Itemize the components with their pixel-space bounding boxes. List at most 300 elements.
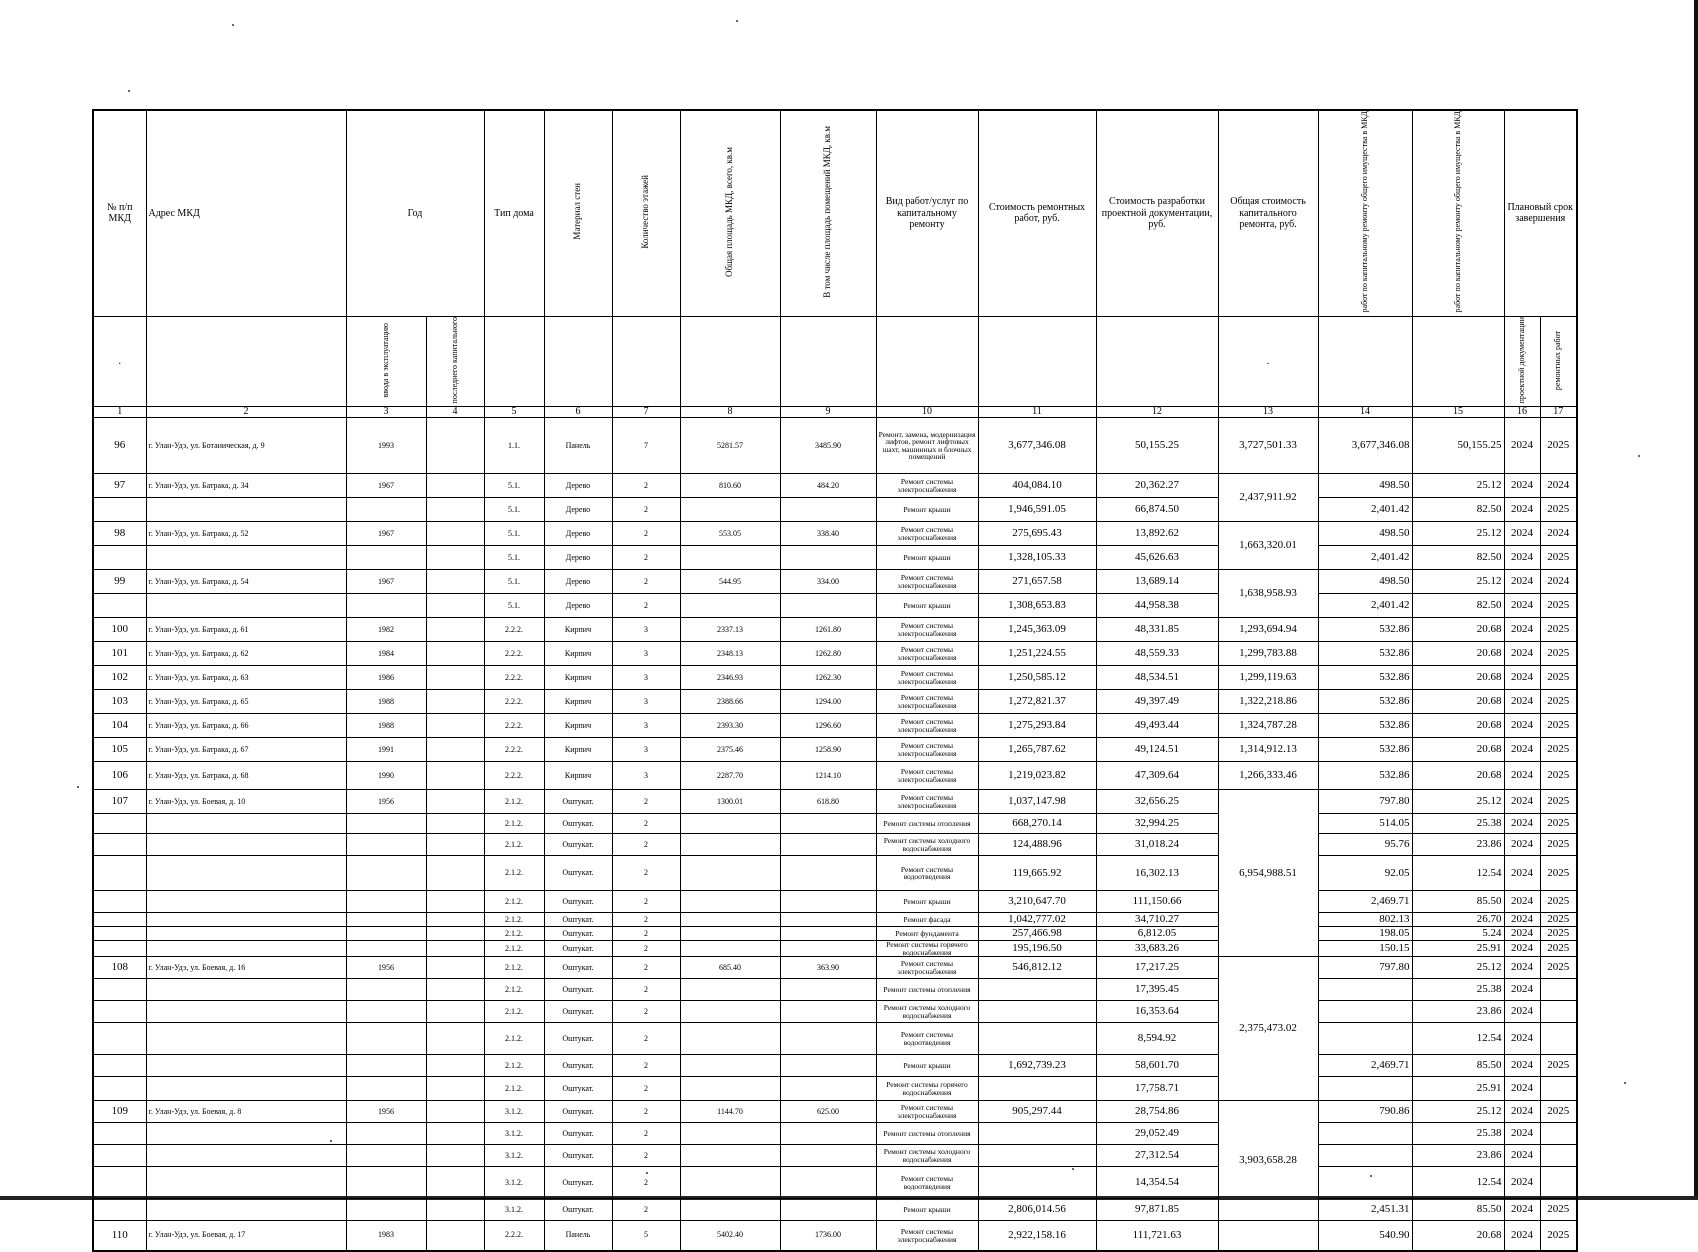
design-cost-per-sqm-cell: 25.12: [1412, 790, 1504, 814]
scan-speck: [128, 90, 130, 92]
floors-cell: 3: [612, 714, 680, 738]
work-type-cell: Ремонт системы горячего водоснабжения: [876, 941, 978, 957]
work-type-cell: Ремонт системы электроснабжения: [876, 690, 978, 714]
plan-works-year-cell: 2025: [1540, 834, 1577, 856]
premises-area-cell: 1262.80: [780, 642, 876, 666]
works-cost-per-sqm-cell: [1318, 1145, 1412, 1167]
row-number-cell: [93, 856, 146, 891]
header-empty-15: [1412, 316, 1504, 406]
col-header-14-text: работ по капитальному ремонту общего имущества в МКД: [1359, 111, 1369, 313]
total-area-cell: [680, 546, 780, 570]
total-cost-cell: 3,727,501.33: [1218, 418, 1318, 474]
wall-material-cell: Оштукат.: [544, 957, 612, 979]
row-number-cell: 96: [93, 418, 146, 474]
design-cost-per-sqm-cell: 12.54: [1412, 1167, 1504, 1199]
plan-works-year-cell: 2025: [1540, 618, 1577, 642]
works-cost-cell: 119,665.92: [978, 856, 1096, 891]
wall-material-cell: Дерево: [544, 474, 612, 498]
house-type-cell: 2.1.2.: [484, 834, 544, 856]
plan-design-year-cell: 2024: [1504, 979, 1540, 1001]
total-cost-cell: 2,437,911.92: [1218, 474, 1318, 522]
address-cell: [146, 814, 346, 834]
works-cost-cell: 1,251,224.55: [978, 642, 1096, 666]
works-cost-cell: 3,210,647.70: [978, 891, 1096, 913]
wall-material-cell: Дерево: [544, 570, 612, 594]
total-area-cell: 2348.13: [680, 642, 780, 666]
plan-works-year-cell: 2025: [1540, 642, 1577, 666]
year-built-cell: 1984: [346, 642, 426, 666]
plan-works-year-cell: 2025: [1540, 891, 1577, 913]
year-last-repair-cell: [426, 570, 484, 594]
premises-area-cell: 1258.90: [780, 738, 876, 762]
address-cell: [146, 594, 346, 618]
total-area-cell: [680, 941, 780, 957]
design-cost-per-sqm-cell: 85.50: [1412, 891, 1504, 913]
address-cell: [146, 1167, 346, 1199]
row-number-cell: 107: [93, 790, 146, 814]
works-cost-cell: [978, 1123, 1096, 1145]
work-type-cell: Ремонт фундамента: [876, 927, 978, 941]
work-type-cell: Ремонт системы электроснабжения: [876, 570, 978, 594]
design-cost-per-sqm-cell: 82.50: [1412, 546, 1504, 570]
row-number-cell: 102: [93, 666, 146, 690]
house-type-cell: 2.2.2.: [484, 618, 544, 642]
premises-area-cell: [780, 891, 876, 913]
year-built-cell: 1956: [346, 790, 426, 814]
year-built-cell: 1967: [346, 570, 426, 594]
year-last-repair-cell: [426, 418, 484, 474]
header-row-1: [93, 110, 1577, 316]
design-cost-per-sqm-cell: 23.86: [1412, 1145, 1504, 1167]
plan-design-year-cell: 2024: [1504, 834, 1540, 856]
house-type-cell: 3.1.2.: [484, 1199, 544, 1221]
plan-design-year-cell: 2024: [1504, 814, 1540, 834]
header-empty-9: [780, 316, 876, 406]
plan-design-year-cell: 2024: [1504, 1101, 1540, 1123]
work-type-cell: Ремонт системы электроснабжения: [876, 1101, 978, 1123]
col-header-16-text: проектной документации: [1516, 317, 1526, 404]
year-built-cell: 1988: [346, 714, 426, 738]
row-number-cell: [93, 1055, 146, 1077]
col-header-17-text: ремонтных работ: [1553, 330, 1563, 390]
premises-area-cell: 338.40: [780, 522, 876, 546]
col-header-10: Вид работ/услуг по капитальному ремонту: [876, 110, 978, 316]
design-cost-per-sqm-cell: 20.68: [1412, 690, 1504, 714]
plan-design-year-cell: 2024: [1504, 570, 1540, 594]
design-cost-per-sqm-cell: 25.91: [1412, 1077, 1504, 1101]
design-cost-per-sqm-cell: 25.12: [1412, 522, 1504, 546]
house-type-cell: 5.1.: [484, 498, 544, 522]
year-built-cell: 1991: [346, 738, 426, 762]
total-area-cell: 2393.30: [680, 714, 780, 738]
wall-material-cell: Оштукат.: [544, 1145, 612, 1167]
header-empty-10: [876, 316, 978, 406]
work-type-cell: Ремонт крыши: [876, 546, 978, 570]
column-number: 5: [484, 406, 544, 418]
house-type-cell: 2.1.2.: [484, 891, 544, 913]
premises-area-cell: [780, 834, 876, 856]
table-row: [93, 418, 1577, 474]
work-type-cell: Ремонт системы отопления: [876, 979, 978, 1001]
floors-cell: 2: [612, 913, 680, 927]
floors-cell: 2: [612, 1001, 680, 1023]
total-cost-cell: 2,375,473.02: [1218, 957, 1318, 1101]
works-cost-per-sqm-cell: [1318, 1001, 1412, 1023]
plan-works-year-cell: 2025: [1540, 762, 1577, 790]
work-type-cell: Ремонт системы электроснабжения: [876, 474, 978, 498]
row-number-cell: 101: [93, 642, 146, 666]
premises-area-cell: [780, 594, 876, 618]
header-row-2: [93, 316, 1577, 406]
row-number-cell: 105: [93, 738, 146, 762]
premises-area-cell: 1214.10: [780, 762, 876, 790]
plan-works-year-cell: [1540, 979, 1577, 1001]
total-area-cell: [680, 913, 780, 927]
wall-material-cell: Оштукат.: [544, 941, 612, 957]
row-number-cell: [93, 941, 146, 957]
row-number-cell: [93, 498, 146, 522]
design-cost-per-sqm-cell: 23.86: [1412, 1001, 1504, 1023]
premises-area-cell: [780, 979, 876, 1001]
year-built-cell: [346, 1145, 426, 1167]
plan-design-year-cell: 2024: [1504, 1055, 1540, 1077]
header-dot-13: .: [1218, 316, 1318, 406]
plan-works-year-cell: 2025: [1540, 1101, 1577, 1123]
design-cost-cell: 16,302.13: [1096, 856, 1218, 891]
house-type-cell: 2.1.2.: [484, 1077, 544, 1101]
works-cost-per-sqm-cell: 2,469.71: [1318, 891, 1412, 913]
works-cost-per-sqm-cell: [1318, 1077, 1412, 1101]
plan-works-year-cell: 2024: [1540, 522, 1577, 546]
premises-area-cell: 1261.80: [780, 618, 876, 642]
scan-speck: [1624, 1082, 1626, 1084]
works-cost-per-sqm-cell: 2,469.71: [1318, 1055, 1412, 1077]
total-cost-cell: 1,663,320.01: [1218, 522, 1318, 570]
works-cost-cell: 546,812.12: [978, 957, 1096, 979]
design-cost-per-sqm-cell: 26.70: [1412, 913, 1504, 927]
work-type-cell: Ремонт системы электроснабжения: [876, 522, 978, 546]
plan-design-year-cell: 2024: [1504, 941, 1540, 957]
plan-design-year-cell: 2024: [1504, 690, 1540, 714]
total-cost-cell: 1,299,119.63: [1218, 666, 1318, 690]
year-last-repair-cell: [426, 642, 484, 666]
design-cost-cell: 49,124.51: [1096, 738, 1218, 762]
row-number-cell: [93, 1077, 146, 1101]
header-dot-1: .: [93, 316, 146, 406]
total-area-cell: [680, 498, 780, 522]
works-cost-cell: 1,250,585.12: [978, 666, 1096, 690]
premises-area-cell: 334.00: [780, 570, 876, 594]
works-cost-cell: 404,084.10: [978, 474, 1096, 498]
design-cost-cell: 27,312.54: [1096, 1145, 1218, 1167]
year-last-repair-cell: [426, 1101, 484, 1123]
total-area-cell: [680, 1123, 780, 1145]
premises-area-cell: [780, 1167, 876, 1199]
year-last-repair-cell: [426, 1145, 484, 1167]
plan-works-year-cell: [1540, 1023, 1577, 1055]
year-built-cell: [346, 1001, 426, 1023]
col-header-17: [1540, 316, 1577, 406]
design-cost-cell: 66,874.50: [1096, 498, 1218, 522]
year-built-cell: [346, 941, 426, 957]
column-number: 6: [544, 406, 612, 418]
floors-cell: 3: [612, 690, 680, 714]
works-cost-per-sqm-cell: 3,677,346.08: [1318, 418, 1412, 474]
total-cost-cell: 1,299,783.88: [1218, 642, 1318, 666]
year-last-repair-cell: [426, 474, 484, 498]
design-cost-cell: 49,493.44: [1096, 714, 1218, 738]
house-type-cell: 2.1.2.: [484, 957, 544, 979]
address-cell: г. Улан-Удэ, ул. Батрака, д. 68: [146, 762, 346, 790]
floors-cell: 3: [612, 762, 680, 790]
premises-area-cell: 1296.60: [780, 714, 876, 738]
table-row: [93, 1023, 1577, 1055]
plan-design-year-cell: 2024: [1504, 1145, 1540, 1167]
plan-works-year-cell: 2024: [1540, 474, 1577, 498]
col-header-1: № п/п МКД: [93, 110, 146, 316]
work-type-cell: Ремонт системы электроснабжения: [876, 714, 978, 738]
plan-works-year-cell: 2025: [1540, 1199, 1577, 1221]
plan-works-year-cell: 2025: [1540, 913, 1577, 927]
col-header-6-text: Материал стен: [572, 183, 583, 241]
floors-cell: 2: [612, 979, 680, 1001]
table-row: [93, 957, 1577, 979]
works-cost-cell: 668,270.14: [978, 814, 1096, 834]
total-area-cell: 2287.70: [680, 762, 780, 790]
works-cost-cell: [978, 1077, 1096, 1101]
house-type-cell: 2.2.2.: [484, 690, 544, 714]
address-cell: г. Улан-Удэ, ул. Батрака, д. 66: [146, 714, 346, 738]
premises-area-cell: 1736.00: [780, 1221, 876, 1251]
design-cost-cell: 50,155.25: [1096, 418, 1218, 474]
row-number-cell: [93, 1199, 146, 1221]
premises-area-cell: [780, 814, 876, 834]
works-cost-per-sqm-cell: 532.86: [1318, 762, 1412, 790]
year-last-repair-cell: [426, 790, 484, 814]
plan-design-year-cell: 2024: [1504, 546, 1540, 570]
plan-works-year-cell: 2025: [1540, 498, 1577, 522]
house-type-cell: 5.1.: [484, 570, 544, 594]
address-cell: [146, 1199, 346, 1221]
plan-works-year-cell: 2025: [1540, 941, 1577, 957]
design-cost-cell: 34,710.27: [1096, 913, 1218, 927]
year-built-cell: 1967: [346, 522, 426, 546]
house-type-cell: 3.1.2.: [484, 1101, 544, 1123]
address-cell: г. Улан-Удэ, ул. Боевая, д. 8: [146, 1101, 346, 1123]
scan-speck: [646, 1172, 648, 1174]
premises-area-cell: 625.00: [780, 1101, 876, 1123]
work-type-cell: Ремонт системы электроснабжения: [876, 618, 978, 642]
column-number: 15: [1412, 406, 1504, 418]
total-area-cell: [680, 1167, 780, 1199]
address-cell: г. Улан-Удэ, ул. Батрака, д. 61: [146, 618, 346, 642]
row-number-cell: [93, 891, 146, 913]
house-type-cell: 2.1.2.: [484, 927, 544, 941]
table-row: [93, 941, 1577, 957]
plan-design-year-cell: 2024: [1504, 913, 1540, 927]
wall-material-cell: Оштукат.: [544, 979, 612, 1001]
design-cost-cell: 111,150.66: [1096, 891, 1218, 913]
works-cost-cell: 1,265,787.62: [978, 738, 1096, 762]
row-number-cell: [93, 1145, 146, 1167]
col-header-plan: Плановый срок завершения: [1504, 110, 1577, 316]
total-cost-cell: 1,324,787.28: [1218, 714, 1318, 738]
floors-cell: 2: [612, 957, 680, 979]
design-cost-cell: 20,362.27: [1096, 474, 1218, 498]
design-cost-per-sqm-cell: 20.68: [1412, 738, 1504, 762]
work-type-cell: Ремонт системы отопления: [876, 814, 978, 834]
header-empty-8: [680, 316, 780, 406]
works-cost-cell: 2,922,158.16: [978, 1221, 1096, 1251]
design-cost-per-sqm-cell: 20.68: [1412, 666, 1504, 690]
house-type-cell: 2.2.2.: [484, 714, 544, 738]
wall-material-cell: Оштукат.: [544, 1001, 612, 1023]
address-cell: г. Улан-Удэ, ул. Боевая, д. 16: [146, 957, 346, 979]
design-cost-cell: 32,994.25: [1096, 814, 1218, 834]
plan-works-year-cell: 2025: [1540, 738, 1577, 762]
wall-material-cell: Кирпич: [544, 618, 612, 642]
plan-design-year-cell: 2024: [1504, 1123, 1540, 1145]
scan-speck: [330, 1140, 332, 1142]
floors-cell: 2: [612, 522, 680, 546]
wall-material-cell: Дерево: [544, 522, 612, 546]
premises-area-cell: 3485.90: [780, 418, 876, 474]
year-last-repair-cell: [426, 1001, 484, 1023]
work-type-cell: Ремонт системы холодного водоснабжения: [876, 1145, 978, 1167]
year-built-cell: [346, 1055, 426, 1077]
table-row: [93, 714, 1577, 738]
year-built-cell: 1967: [346, 474, 426, 498]
design-cost-cell: 14,354.54: [1096, 1167, 1218, 1199]
design-cost-cell: 48,559.33: [1096, 642, 1218, 666]
year-last-repair-cell: [426, 891, 484, 913]
row-number-cell: [93, 1001, 146, 1023]
house-type-cell: 2.2.2.: [484, 1221, 544, 1251]
house-type-cell: 3.1.2.: [484, 1145, 544, 1167]
scan-speck: [232, 24, 234, 26]
premises-area-cell: [780, 913, 876, 927]
design-cost-cell: 31,018.24: [1096, 834, 1218, 856]
wall-material-cell: Оштукат.: [544, 814, 612, 834]
year-built-cell: 1982: [346, 618, 426, 642]
column-number: 3: [346, 406, 426, 418]
total-cost-cell: 6,954,988.51: [1218, 790, 1318, 957]
total-area-cell: 553.05: [680, 522, 780, 546]
premises-area-cell: 363.90: [780, 957, 876, 979]
work-type-cell: Ремонт крыши: [876, 1055, 978, 1077]
table-row: [93, 570, 1577, 594]
total-area-cell: 2388.66: [680, 690, 780, 714]
column-number-row: [93, 406, 1577, 418]
scan-speck: [1370, 1175, 1372, 1177]
floors-cell: 2: [612, 941, 680, 957]
address-cell: г. Улан-Удэ, ул. Батрака, д. 52: [146, 522, 346, 546]
design-cost-cell: 111,721.63: [1096, 1221, 1218, 1251]
floors-cell: 3: [612, 618, 680, 642]
row-number-cell: [93, 834, 146, 856]
design-cost-cell: 48,534.51: [1096, 666, 1218, 690]
house-type-cell: 2.1.2.: [484, 856, 544, 891]
house-type-cell: 2.1.2.: [484, 1001, 544, 1023]
wall-material-cell: Оштукат.: [544, 856, 612, 891]
col-header-5: Тип дома: [484, 110, 544, 316]
works-cost-per-sqm-cell: 2,401.42: [1318, 594, 1412, 618]
col-header-9: [780, 110, 876, 316]
year-last-repair-cell: [426, 927, 484, 941]
premises-area-cell: [780, 1145, 876, 1167]
work-type-cell: Ремонт крыши: [876, 594, 978, 618]
house-type-cell: 2.2.2.: [484, 666, 544, 690]
wall-material-cell: Оштукат.: [544, 1055, 612, 1077]
design-cost-cell: 97,871.85: [1096, 1199, 1218, 1221]
address-cell: [146, 1023, 346, 1055]
address-cell: г. Улан-Удэ, ул. Боевая, д. 10: [146, 790, 346, 814]
work-type-cell: Ремонт системы электроснабжения: [876, 790, 978, 814]
col-header-15: [1412, 110, 1504, 316]
works-cost-per-sqm-cell: [1318, 979, 1412, 1001]
row-number-cell: 98: [93, 522, 146, 546]
floors-cell: 2: [612, 790, 680, 814]
wall-material-cell: Панель: [544, 1221, 612, 1251]
work-type-cell: Ремонт системы водоотведения: [876, 1023, 978, 1055]
plan-design-year-cell: 2024: [1504, 790, 1540, 814]
plan-design-year-cell: 2024: [1504, 522, 1540, 546]
house-type-cell: 5.1.: [484, 474, 544, 498]
row-number-cell: [93, 1023, 146, 1055]
total-area-cell: [680, 594, 780, 618]
header-empty-12: [1096, 316, 1218, 406]
scan-speck: [1638, 455, 1640, 457]
design-cost-cell: 17,395.45: [1096, 979, 1218, 1001]
premises-area-cell: [780, 546, 876, 570]
table-row: [93, 546, 1577, 570]
wall-material-cell: Дерево: [544, 546, 612, 570]
premises-area-cell: [780, 941, 876, 957]
wall-material-cell: Кирпич: [544, 762, 612, 790]
wall-material-cell: Дерево: [544, 594, 612, 618]
design-cost-per-sqm-cell: 25.38: [1412, 1123, 1504, 1145]
premises-area-cell: [780, 856, 876, 891]
design-cost-cell: 33,683.26: [1096, 941, 1218, 957]
design-cost-per-sqm-cell: 85.50: [1412, 1055, 1504, 1077]
floors-cell: 2: [612, 834, 680, 856]
year-built-cell: [346, 1023, 426, 1055]
table-row: [93, 927, 1577, 941]
year-last-repair-cell: [426, 913, 484, 927]
address-cell: [146, 979, 346, 1001]
plan-design-year-cell: 2024: [1504, 594, 1540, 618]
address-cell: [146, 927, 346, 941]
column-number: 10: [876, 406, 978, 418]
premises-area-cell: 1262.30: [780, 666, 876, 690]
total-area-cell: [680, 814, 780, 834]
table-row: [93, 1001, 1577, 1023]
floors-cell: 2: [612, 1077, 680, 1101]
plan-design-year-cell: 2024: [1504, 666, 1540, 690]
floors-cell: 7: [612, 418, 680, 474]
plan-design-year-cell: 2024: [1504, 738, 1540, 762]
floors-cell: 2: [612, 474, 680, 498]
plan-works-year-cell: 2025: [1540, 690, 1577, 714]
col-header-8: [680, 110, 780, 316]
row-number-cell: 103: [93, 690, 146, 714]
table-row: [93, 738, 1577, 762]
works-cost-per-sqm-cell: 2,401.42: [1318, 546, 1412, 570]
year-built-cell: 1990: [346, 762, 426, 790]
wall-material-cell: Дерево: [544, 498, 612, 522]
col-header-15-text: работ по капитальному ремонту общего имущества в МКД: [1452, 111, 1462, 313]
year-built-cell: [346, 1077, 426, 1101]
